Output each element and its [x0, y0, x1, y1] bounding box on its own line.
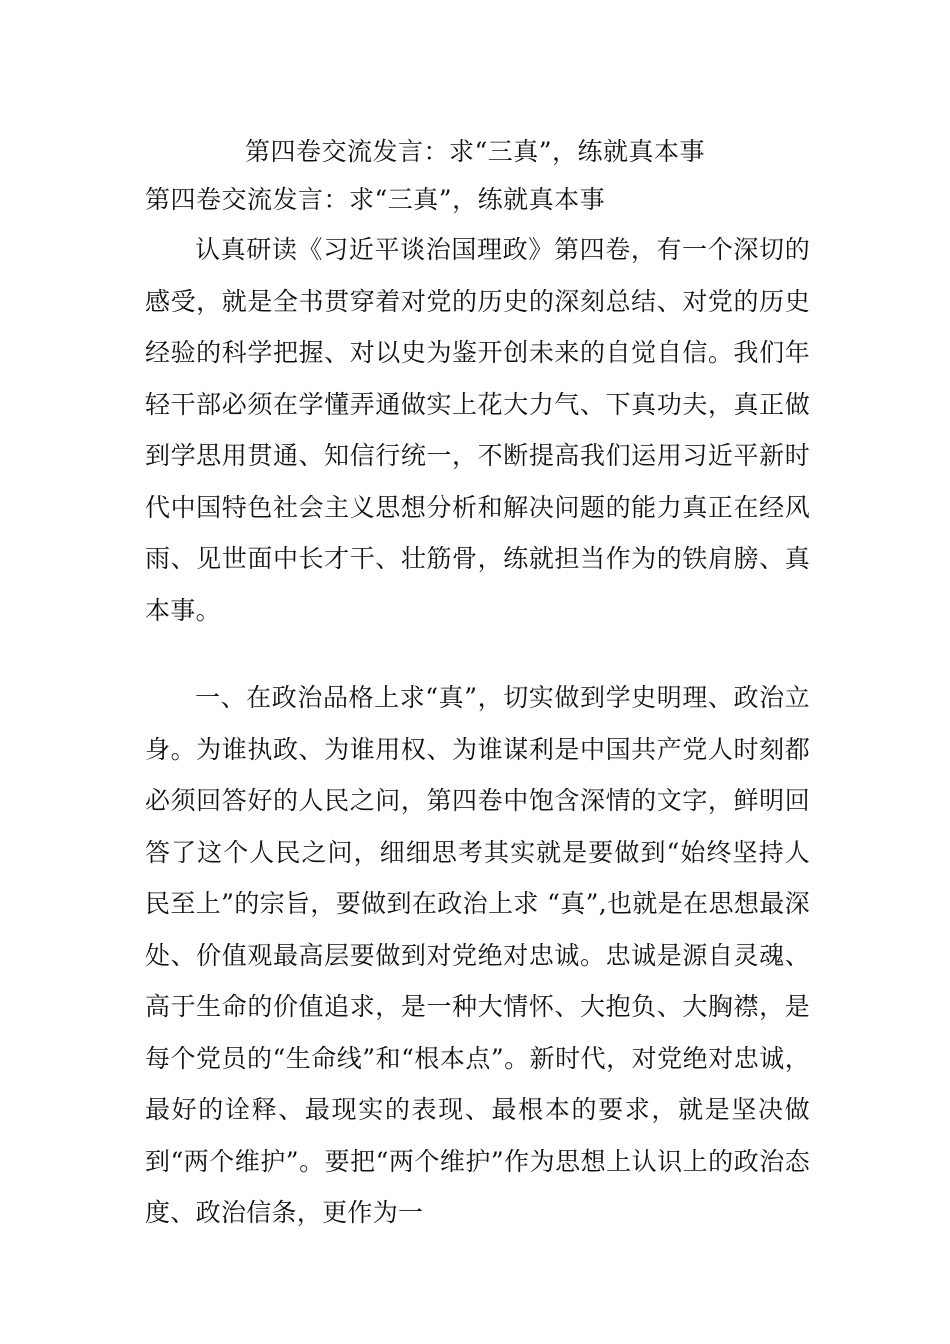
- paragraph-intro: 认真研读《习近平谈治国理政》第四卷，有一个深切的感受，就是全书贯穿着对党的历史的深刻总结、对党的历史经验的科学把握、对以史为鉴开创未来的自觉自信。我们年轻干部必须在学懂弄通做实上花大力气、下真功夫，真正做到学思用贯通、知信行统一，不断提高我们运用习近平新时代中国特色社会主义思想分析和解决问题的能力真正在经风雨、见世面中长才干、壮筋骨，练就担当作为的铁肩膀、真本事。: [145, 235, 810, 625]
- document-subtitle: 第四卷交流发言：求“三真”，练就真本事: [145, 185, 606, 214]
- document-title: 第四卷交流发言：求“三真”，练就真本事: [244, 137, 706, 166]
- paragraph-section-one: 一、在政治品格上求“真”，切实做到学史明理、政治立身。为谁执政、为谁用权、为谁谋利是中国共产党人时刻都必须回答好的人民之问，第四卷中饱含深情的文字，鲜明回答了这个人民之问，细细思考其实就是要做到“始终坚持人民至上”的宗旨，要做到在政治上求 “真”,也就是在思想最深处、价值观最高层要做到对党绝对忠诚。忠诚是源自灵魂、高于生命的价值追求，是一种大情怀、大抱负、大胸襟，是每个党员的“生命线”和“根本点”。新时代，对党绝对忠诚，最好的诠释、最现实的表现、最根本的要求，就是坚决做到“两个维护”。要把“两个维护”作为思想上认识上的政治态度、政治信条，更作为一: [145, 683, 810, 1227]
